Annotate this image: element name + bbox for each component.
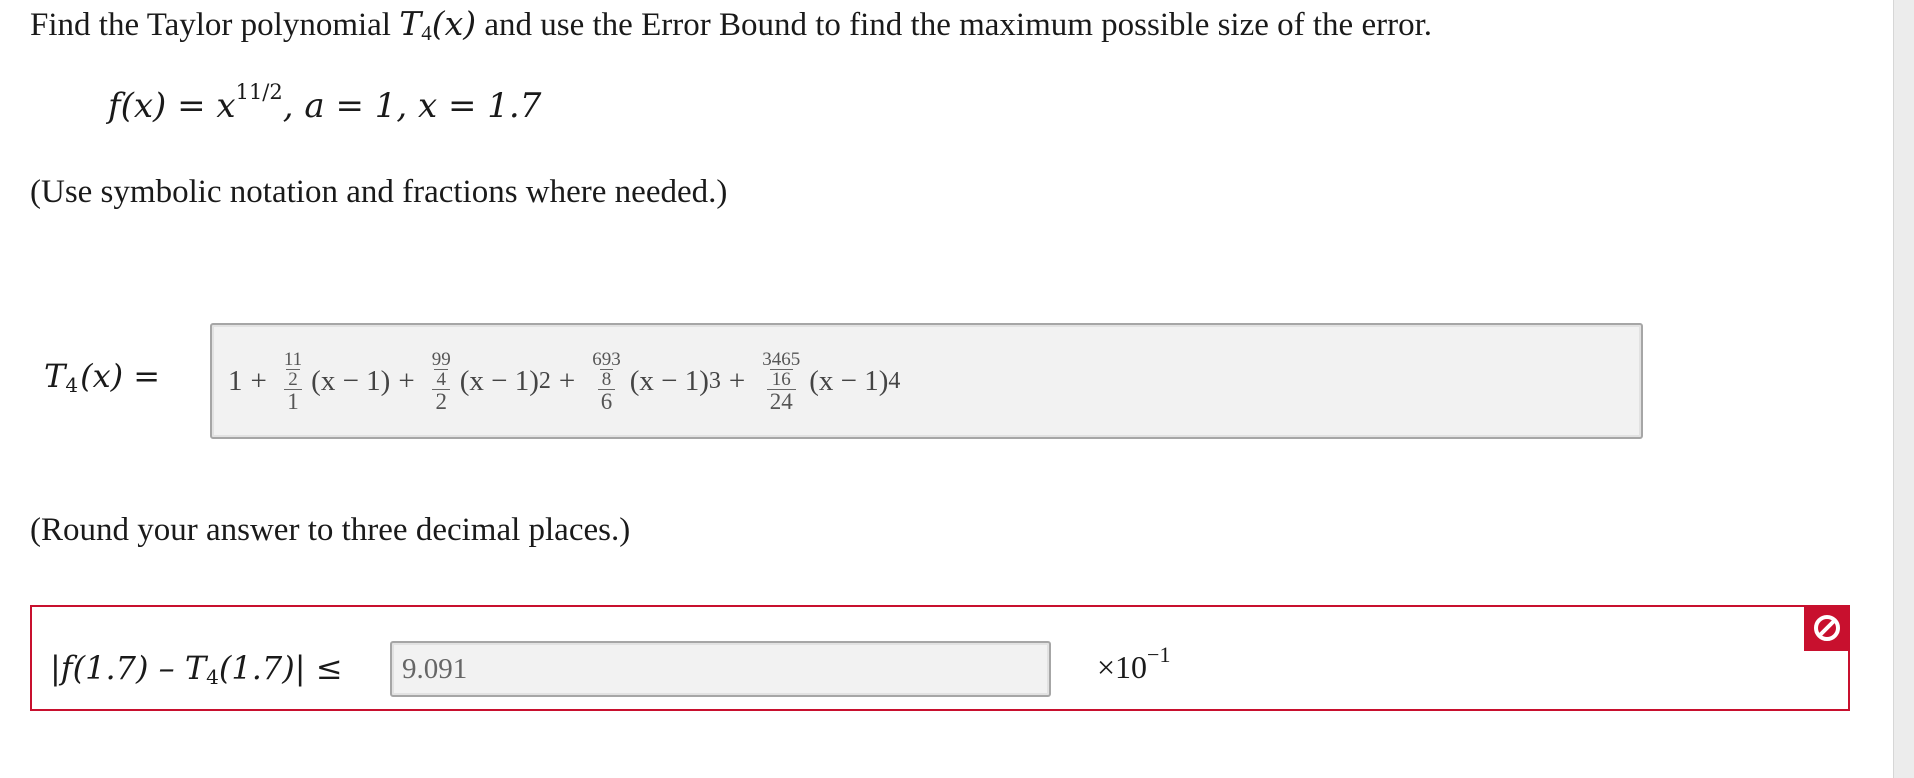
term-3-power: 3 <box>708 367 721 394</box>
taylor-polynomial-expression: 1 + 11 2 1 (x − 1) + 99 4 2 (x − 1) 2 + 693 8 6 (x − 1) 3 + 3465 16 24 (x − 1) 4 <box>228 348 901 414</box>
term-3-coefficient: 693 8 6 <box>592 348 621 414</box>
term-2-power: 2 <box>538 367 551 394</box>
term-1-factor: (x − 1) <box>311 364 391 397</box>
t4-label: $T_4(x)$ = <box>44 357 161 397</box>
error-bound-label: $|f(1.7) - T_4(1.7)|$ ≤ <box>50 649 343 689</box>
instruction-symbolic: (Use symbolic notation and fractions where needed.) <box>30 174 728 210</box>
term-4-factor: (x − 1) <box>809 364 889 397</box>
term-4-coefficient: 3465 16 24 <box>762 348 801 414</box>
error-bound-section <box>30 605 1850 711</box>
term-3-factor: (x − 1) <box>629 364 709 397</box>
term-1-coefficient: 11 2 1 <box>283 348 303 414</box>
error-bound-input[interactable] <box>390 641 1051 697</box>
incorrect-icon <box>1804 605 1850 651</box>
term-2-factor: (x − 1) <box>459 364 539 397</box>
term-2-coefficient: 99 4 2 <box>431 348 451 414</box>
scrollbar[interactable] <box>1893 0 1914 778</box>
taylor-polynomial-answer-field[interactable] <box>210 323 1643 439</box>
term-4-power: 4 <box>888 367 901 394</box>
scientific-multiplier: $\times 10^{-1}$ <box>1097 642 1171 685</box>
function-definition: $f(x) = x^{11/2}$, a = 1, x = 1.7 <box>108 80 542 126</box>
question-text: Find the Taylor polynomial $T_4(x)$ and use the Error Bound to find the maximum possible size of the error. <box>30 4 1432 45</box>
instruction-rounding: (Round your answer to three decimal places.) <box>30 512 631 548</box>
